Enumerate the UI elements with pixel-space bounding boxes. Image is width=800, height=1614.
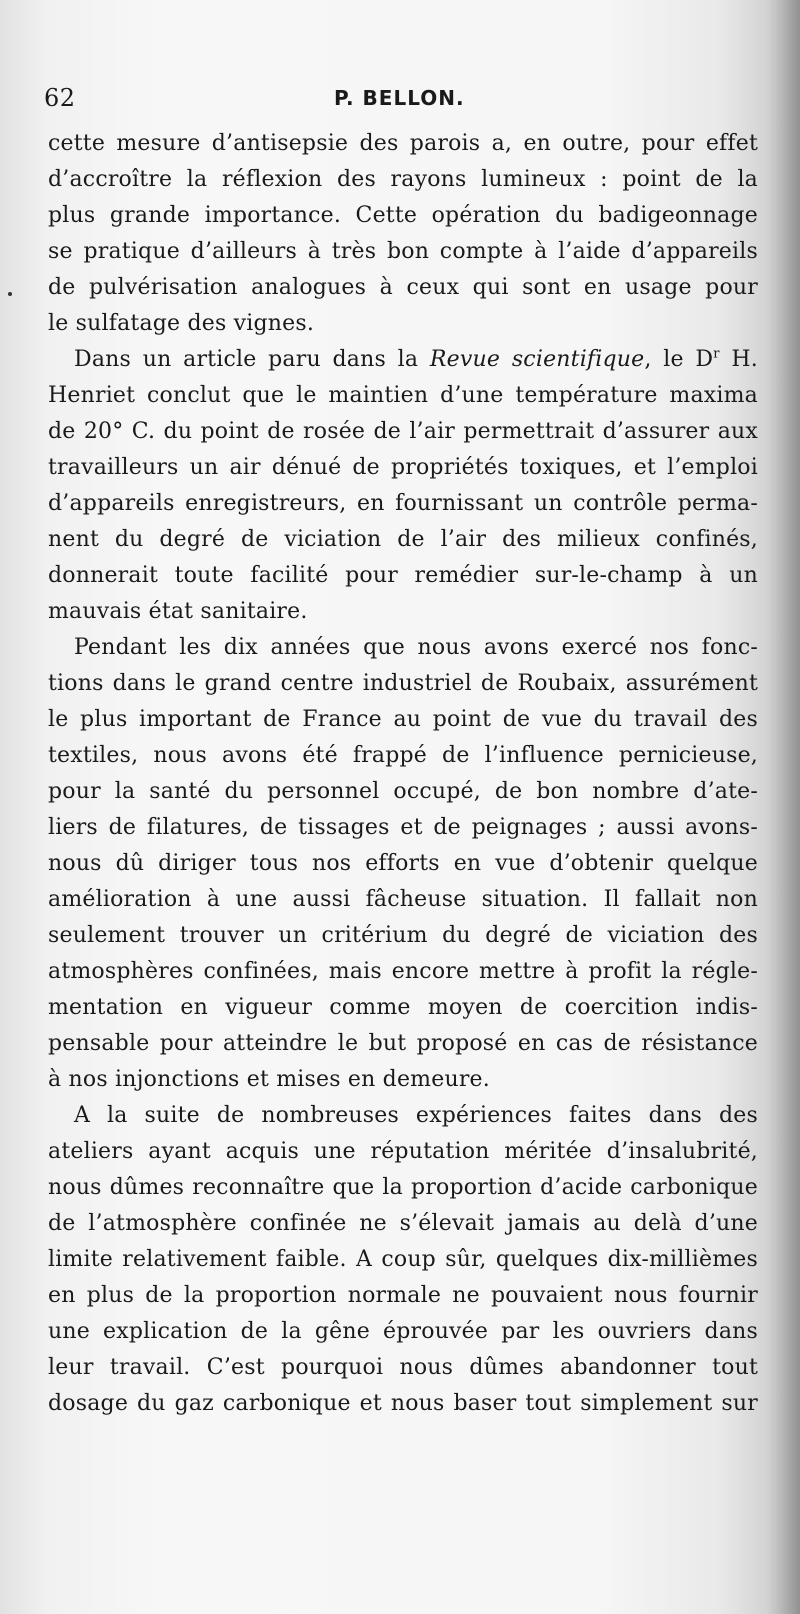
text-line: pensable pour atteindre le but proposé en cas de résistance <box>48 1031 758 1056</box>
text-line: Pendant les dix années que nous avons exercé nos fonc- <box>74 635 758 660</box>
text-line: textiles, nous avons été frappé de l’influence pernicieuse, <box>48 743 758 768</box>
superscript: r <box>713 346 720 362</box>
text-line: seulement trouver un critérium du degré de viciation des <box>48 923 758 948</box>
text-line: d’appareils enregistreurs, en fournissant un contrôle perma- <box>48 491 758 516</box>
text-line: à nos injonctions et mises en demeure. <box>48 1067 490 1092</box>
text-line: mentation en vigueur comme moyen de coercition indis- <box>48 995 758 1020</box>
text-line: A la suite de nombreuses expériences faites dans des <box>74 1103 758 1128</box>
text-line: de pulvérisation analogues à ceux qui sont en usage pour <box>48 275 758 300</box>
text-line: plus grande importance. Cette opération du badigeonnage <box>48 203 758 228</box>
paragraph-4 <box>48 1098 758 1422</box>
text-line: donnerait toute facilité pour remédier sur-le-champ à un <box>48 563 758 588</box>
text-run: , le D <box>644 347 714 372</box>
text-line: pour la santé du personnel occupé, de bon nombre d’ate- <box>48 779 758 804</box>
text-line: mauvais état sanitaire. <box>48 599 308 624</box>
body-text <box>48 126 758 1422</box>
text-run: H. <box>719 347 758 372</box>
text-line: de l’atmosphère confinée ne s’élevait jamais au delà d’une <box>48 1211 758 1236</box>
text-line: limite relativement faible. A coup sûr, quelques dix-millièmes <box>48 1247 758 1272</box>
text-line: liers de filatures, de tissages et de peignages ; aussi avons- <box>48 815 758 840</box>
text-line: tions dans le grand centre industriel de Roubaix, assurément <box>48 671 758 696</box>
text-line: le sulfatage des vignes. <box>48 311 315 336</box>
paragraph-3 <box>48 630 758 1098</box>
paragraph-1 <box>48 126 758 342</box>
text-line: leur travail. C’est pourquoi nous dûmes abandonner tout <box>48 1355 758 1380</box>
text-line: Henriet conclut que le maintien d’une température maxima <box>48 383 758 408</box>
text-line: d’accroître la réflexion des rayons lumineux : point de la <box>48 167 758 192</box>
text-line: une explication de la gêne éprouvée par les ouvriers dans <box>48 1319 758 1344</box>
text-line: ateliers ayant acquis une réputation méritée d’insalubrité, <box>48 1139 758 1164</box>
running-head: P. BELLON. <box>334 86 465 110</box>
text-line: nous dûmes reconnaître que la proportion d’acide carbonique <box>48 1175 758 1200</box>
text-line: dosage du gaz carbonique et nous baser tout simplement sur <box>48 1391 758 1416</box>
text-line: cette mesure d’antisepsie des parois a, en outre, pour effet <box>48 131 758 156</box>
text-line: se pratique d’ailleurs à très bon compte à l’aide d’appareils <box>48 239 758 264</box>
text-run: Dans un article paru dans la <box>74 347 430 372</box>
text-line: atmosphères confinées, mais encore mettre à profit la régle- <box>48 959 758 984</box>
text-line <box>48 342 758 378</box>
paragraph-2 <box>48 342 758 630</box>
text-line: le plus important de France au point de vue du travail des <box>48 707 758 732</box>
journal-title: Revue scientifique <box>429 347 645 372</box>
page-edge-shadow <box>766 0 800 1614</box>
text-line: travailleurs un air dénué de propriétés toxiques, et l’emploi <box>48 455 758 480</box>
page-number: 62 <box>44 84 76 112</box>
text-line: amélioration à une aussi fâcheuse situation. Il fallait non <box>48 887 758 912</box>
page-header <box>44 84 768 120</box>
text-line: en plus de la proportion normale ne pouvaient nous fournir <box>48 1283 758 1308</box>
text-line: nent du degré de viciation de l’air des milieux confinés, <box>48 527 758 552</box>
margin-mark <box>8 292 12 296</box>
text-line: nous dû diriger tous nos efforts en vue d’obtenir quelque <box>48 851 758 876</box>
text-line: de 20° C. du point de rosée de l’air permettrait d’assurer aux <box>48 419 758 444</box>
